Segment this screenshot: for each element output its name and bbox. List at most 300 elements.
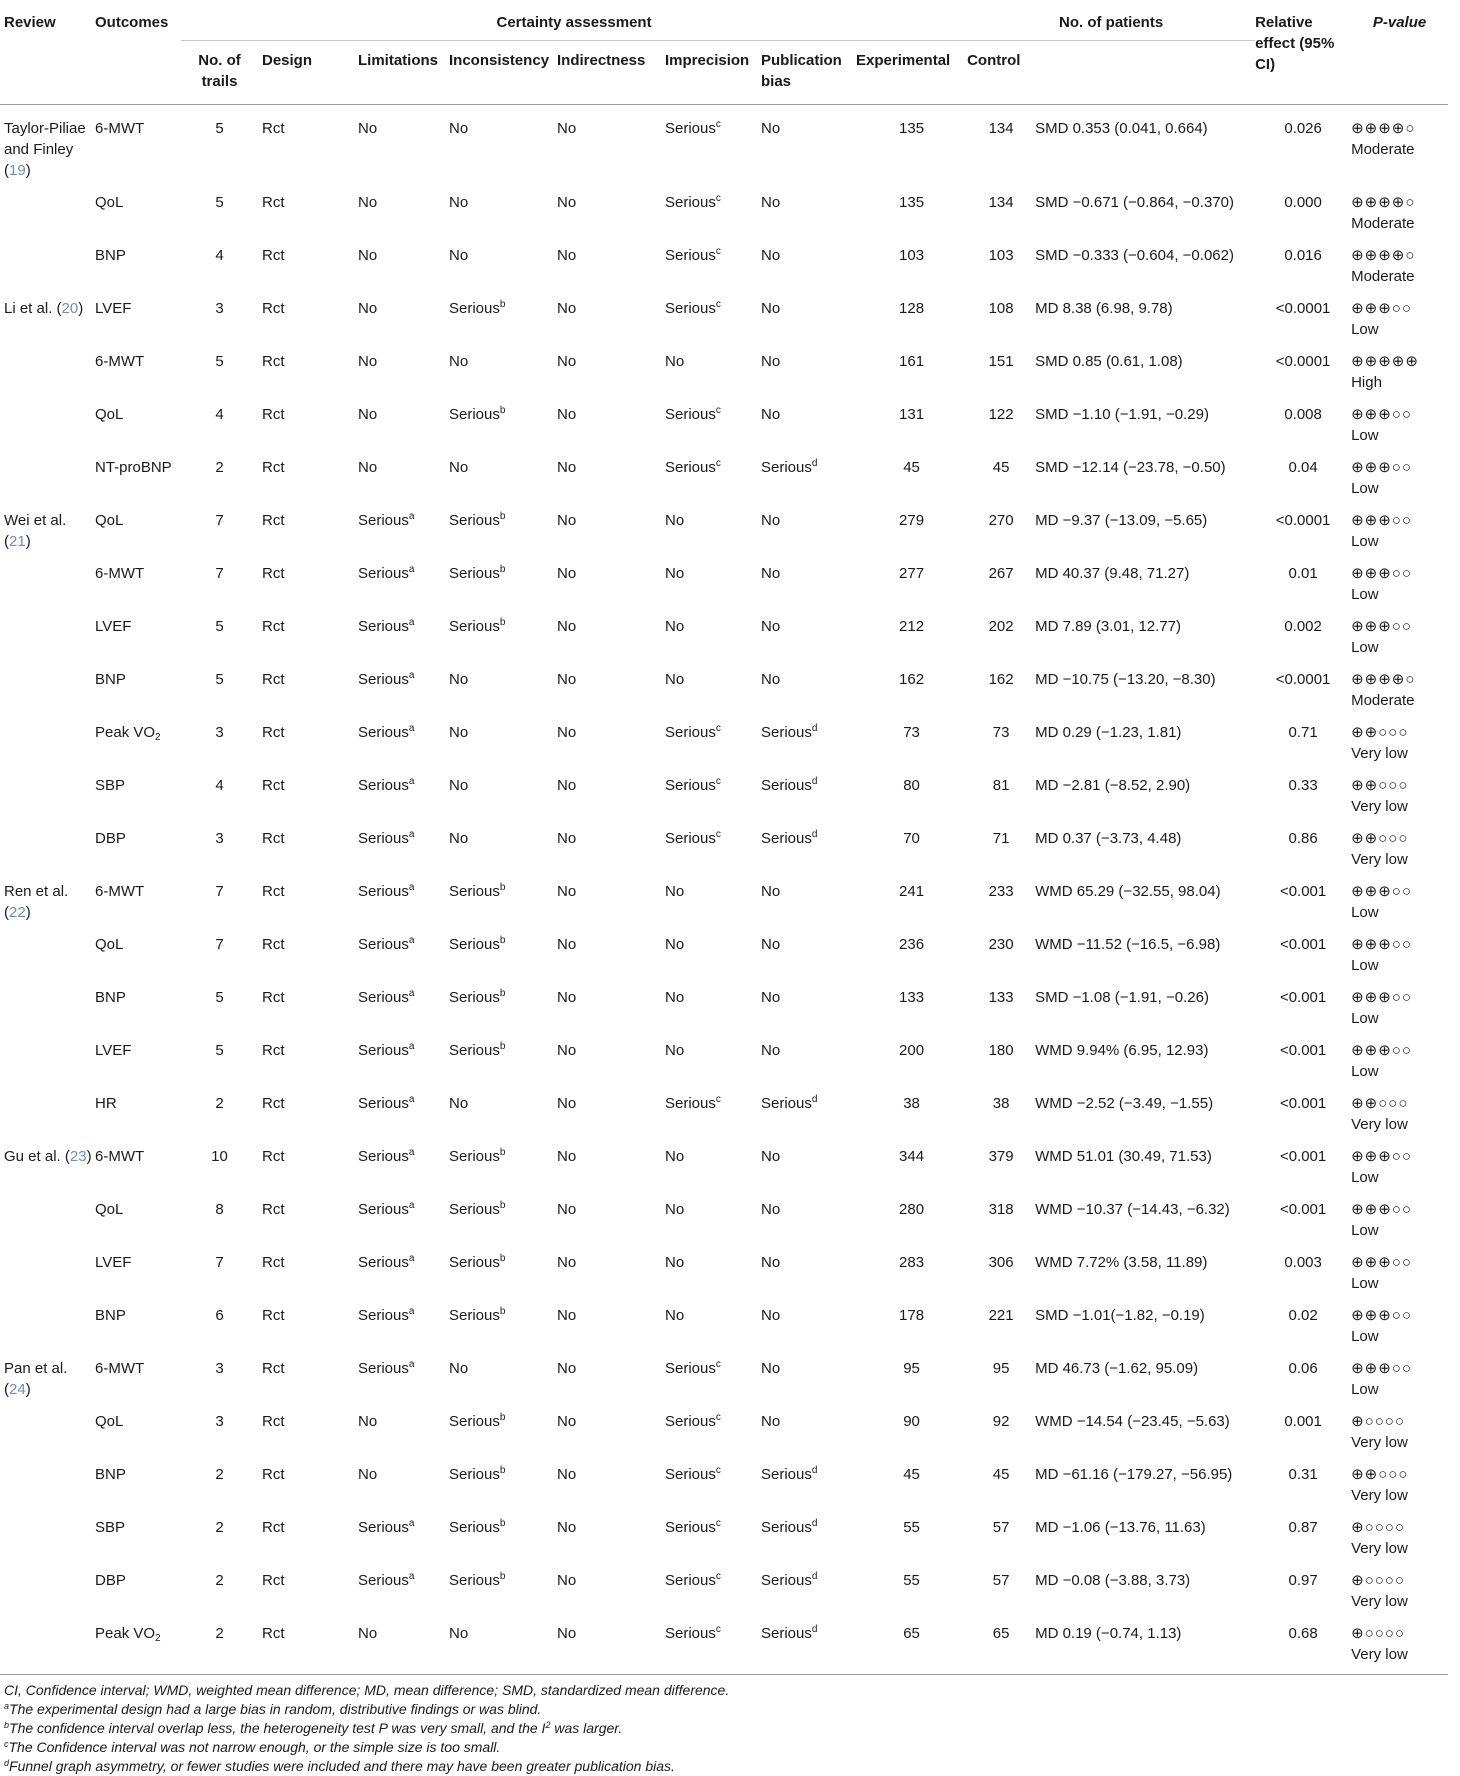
outcome-cell [95, 1294, 181, 1347]
publication-bias-cell [761, 234, 856, 287]
design-value: Rct [262, 1572, 285, 1589]
control-cell [967, 1559, 1035, 1612]
trails-cell [181, 817, 258, 870]
indirectness-value: No [557, 1095, 577, 1112]
control-count: 133 [988, 989, 1014, 1006]
inconsistency-cell [449, 1082, 557, 1135]
outcome-cell [95, 287, 181, 340]
indirectness-cell [557, 976, 665, 1029]
experimental-cell [856, 1294, 967, 1347]
inconsistency-value: No [449, 671, 469, 688]
trails-count: 7 [215, 1254, 224, 1271]
footnote-marker: a [408, 723, 415, 734]
imprecision-cell [665, 1135, 761, 1188]
trails-cell [181, 446, 258, 499]
experimental-count: 103 [899, 247, 925, 264]
review-cell [0, 1506, 95, 1559]
footnote-marker: c [715, 299, 721, 310]
p-value: <0.001 [1279, 1201, 1327, 1218]
review-cell [0, 1082, 95, 1135]
outcome-name: BNP [95, 671, 126, 688]
imprecision-cell [665, 446, 761, 499]
footnote-a: $^a$The experimental design had a large bias in random, distributive findings or was blind. [4, 1701, 542, 1717]
footnote-marker: c [715, 119, 721, 130]
limitations-cell [354, 1082, 449, 1135]
publication-bias-value: No [761, 1042, 781, 1059]
header-experimental: Experimental [856, 52, 951, 69]
indirectness-value: No [557, 1042, 577, 1059]
publication-bias-value: No [761, 406, 781, 423]
trails-count: 4 [215, 406, 224, 423]
indirectness-cell [557, 1453, 665, 1506]
inconsistency-cell [449, 1294, 557, 1347]
footnote-marker: c [715, 1359, 721, 1370]
indirectness-value: No [557, 1360, 577, 1377]
publication-bias-value: No [761, 565, 781, 582]
grade-rating-icon: ⊕⊕○○○ [1351, 724, 1409, 741]
publication-bias-cell [761, 764, 856, 817]
p-value-cell [1255, 552, 1351, 605]
p-value-cell [1255, 1612, 1351, 1675]
outcome-name: DBP [95, 1572, 126, 1589]
trails-cell [181, 658, 258, 711]
publication-bias-cell [761, 817, 856, 870]
imprecision-value: No [665, 1254, 685, 1271]
control-cell [967, 393, 1035, 446]
relative-effect-value: WMD 9.94% (6.95, 12.93) [1035, 1042, 1209, 1059]
footnote-marker: b [499, 1465, 506, 1476]
outcome-name: HR [95, 1095, 117, 1112]
quality-label: Low [1351, 957, 1379, 974]
imprecision-value: No [665, 1307, 685, 1324]
limitations-value: Serious [358, 989, 409, 1006]
trails-count: 10 [211, 1148, 228, 1165]
indirectness-cell [557, 870, 665, 923]
relative-effect-value: WMD 65.29 (−32.55, 98.04) [1035, 883, 1221, 900]
table-header [0, 2, 1448, 105]
header-indirectness: Indirectness [557, 52, 646, 69]
outcome-subscript: 2 [155, 732, 161, 743]
limitations-value: Serious [358, 1360, 409, 1377]
trails-count: 3 [215, 830, 224, 847]
header-no-of-trails: No. of trails [198, 52, 241, 90]
footnote-marker: a [408, 1041, 415, 1052]
relative-effect-cell [1035, 181, 1255, 234]
relative-effect-value: MD −2.81 (−8.52, 2.90) [1035, 777, 1191, 794]
p-value-cell [1255, 976, 1351, 1029]
relative-effect-cell [1035, 1082, 1255, 1135]
inconsistency-cell [449, 552, 557, 605]
review-cell [0, 340, 95, 393]
limitations-value: Serious [358, 777, 409, 794]
control-cell [967, 764, 1035, 817]
grade-rating-icon: ⊕⊕⊕○○ [1351, 1148, 1412, 1165]
footnote-marker: c [715, 193, 721, 204]
quality-label: Low [1351, 639, 1379, 656]
imprecision-value: Serious [665, 1519, 716, 1536]
experimental-cell [856, 552, 967, 605]
imprecision-cell [665, 287, 761, 340]
publication-bias-cell [761, 181, 856, 234]
limitations-cell [354, 1241, 449, 1294]
outcome-name: 6-MWT [95, 565, 145, 582]
publication-bias-value: Serious [761, 1095, 812, 1112]
trails-count: 5 [215, 353, 224, 370]
imprecision-cell [665, 764, 761, 817]
publication-bias-cell [761, 976, 856, 1029]
imprecision-cell [665, 605, 761, 658]
grade-rating-icon: ⊕⊕○○○ [1351, 1466, 1409, 1483]
inconsistency-cell [449, 1506, 557, 1559]
p-value: <0.0001 [1275, 512, 1331, 529]
quality-label: Low [1351, 1010, 1379, 1027]
imprecision-value: No [665, 618, 685, 635]
inconsistency-value: Serious [449, 1572, 500, 1589]
experimental-count: 55 [903, 1519, 920, 1536]
publication-bias-value: No [761, 989, 781, 1006]
experimental-count: 178 [899, 1307, 925, 1324]
review-cell [0, 817, 95, 870]
footnote-marker: b [499, 882, 506, 893]
experimental-count: 277 [899, 565, 925, 582]
trails-count: 7 [215, 883, 224, 900]
imprecision-value: No [665, 989, 685, 1006]
quality-cell [1351, 234, 1448, 287]
publication-bias-cell [761, 1294, 856, 1347]
inconsistency-cell [449, 1188, 557, 1241]
inconsistency-value: Serious [449, 1413, 500, 1430]
publication-bias-value: No [761, 1360, 781, 1377]
relative-effect-cell [1035, 1241, 1255, 1294]
outcome-cell [95, 1506, 181, 1559]
experimental-cell [856, 234, 967, 287]
grade-evidence-table [0, 2, 1448, 1675]
footnote-marker: c [715, 1518, 721, 1529]
trails-cell [181, 1347, 258, 1400]
inconsistency-cell [449, 393, 557, 446]
limitations-cell [354, 1029, 449, 1082]
inconsistency-value: Serious [449, 300, 500, 317]
limitations-cell [354, 234, 449, 287]
trails-cell [181, 287, 258, 340]
footnote-b: $^b$The confidence interval overlap less, the heterogeneity test P was very small, and the $I^2$ was larger. [4, 1720, 623, 1736]
indirectness-value: No [557, 353, 577, 370]
header-limitations: Limitations [358, 52, 439, 69]
relative-effect-cell [1035, 1453, 1255, 1506]
experimental-count: 131 [899, 406, 925, 423]
quality-cell [1351, 446, 1448, 499]
quality-cell [1351, 287, 1448, 340]
outcome-cell [95, 711, 181, 764]
experimental-cell [856, 499, 967, 552]
p-value: <0.0001 [1275, 300, 1331, 317]
experimental-count: 212 [899, 618, 925, 635]
outcome-name: LVEF [95, 1042, 132, 1059]
outcome-name: QoL [95, 1201, 124, 1218]
indirectness-value: No [557, 194, 577, 211]
limitations-cell [354, 181, 449, 234]
quality-label: Moderate [1351, 215, 1415, 232]
publication-bias-cell [761, 446, 856, 499]
trails-count: 3 [215, 724, 224, 741]
quality-label: Very low [1351, 1593, 1408, 1610]
control-cell [967, 287, 1035, 340]
limitations-cell [354, 105, 449, 182]
trails-count: 4 [215, 247, 224, 264]
indirectness-value: No [557, 671, 577, 688]
trails-cell [181, 1506, 258, 1559]
trails-count: 5 [215, 194, 224, 211]
inconsistency-cell [449, 1029, 557, 1082]
design-cell [258, 658, 354, 711]
reference-link[interactable]: 24 [9, 1381, 26, 1398]
publication-bias-cell [761, 658, 856, 711]
review-cell [0, 1400, 95, 1453]
header-outcomes: Outcomes [95, 14, 169, 31]
p-value-cell [1255, 1082, 1351, 1135]
control-count: 306 [988, 1254, 1014, 1271]
outcome-name: QoL [95, 194, 124, 211]
outcome-cell [95, 1400, 181, 1453]
header-inconsistency: Inconsistency [449, 52, 550, 69]
footnote-d: $^d$Funnel graph asymmetry, or fewer studies were included and there may have been greater publication bias. [4, 1758, 675, 1774]
quality-label: Low [1351, 1328, 1379, 1345]
control-count: 267 [988, 565, 1014, 582]
publication-bias-cell [761, 287, 856, 340]
imprecision-value: Serious [665, 459, 716, 476]
relative-effect-value: MD −9.37 (−13.09, −5.65) [1035, 512, 1208, 529]
table-row [0, 181, 1448, 234]
publication-bias-value: No [761, 883, 781, 900]
reference-link[interactable]: 22 [9, 904, 26, 921]
imprecision-cell [665, 870, 761, 923]
relative-effect-value: SMD 0.85 (0.61, 1.08) [1035, 353, 1183, 370]
trails-cell [181, 870, 258, 923]
review-name: Pan et al. [4, 1360, 68, 1377]
indirectness-cell [557, 1029, 665, 1082]
design-value: Rct [262, 618, 285, 635]
inconsistency-cell [449, 1400, 557, 1453]
imprecision-value: Serious [665, 1360, 716, 1377]
outcome-name: SBP [95, 1519, 126, 1536]
limitations-value: No [358, 353, 378, 370]
indirectness-value: No [557, 936, 577, 953]
trails-count: 3 [215, 300, 224, 317]
outcome-cell [95, 1347, 181, 1400]
control-cell [967, 976, 1035, 1029]
p-value: 0.87 [1288, 1519, 1318, 1536]
design-value: Rct [262, 1254, 285, 1271]
relative-effect-value: WMD 7.72% (3.58, 11.89) [1035, 1254, 1208, 1271]
limitations-cell [354, 446, 449, 499]
imprecision-cell [665, 552, 761, 605]
review-cell [0, 658, 95, 711]
p-value-cell [1255, 340, 1351, 393]
footnote-marker: c [715, 1465, 721, 1476]
publication-bias-value: No [761, 618, 781, 635]
experimental-count: 73 [903, 724, 920, 741]
limitations-value: Serious [358, 512, 409, 529]
footnote-marker: b [499, 1412, 506, 1423]
outcome-name: QoL [95, 406, 124, 423]
header-imprecision: Imprecision [665, 52, 750, 69]
control-cell [967, 1135, 1035, 1188]
grade-rating-icon: ⊕⊕⊕○○ [1351, 1360, 1412, 1377]
publication-bias-value: No [761, 1148, 781, 1165]
limitations-cell [354, 817, 449, 870]
indirectness-cell [557, 340, 665, 393]
inconsistency-cell [449, 976, 557, 1029]
p-value-cell [1255, 923, 1351, 976]
design-value: Rct [262, 936, 285, 953]
quality-cell [1351, 1294, 1448, 1347]
imprecision-value: Serious [665, 1572, 716, 1589]
footnote-marker: a [408, 1571, 415, 1582]
quality-cell [1351, 393, 1448, 446]
inconsistency-cell [449, 711, 557, 764]
trails-cell [181, 105, 258, 182]
quality-cell [1351, 605, 1448, 658]
footnote-marker: a [408, 1518, 415, 1529]
limitations-value: No [358, 194, 378, 211]
p-value-cell [1255, 764, 1351, 817]
footnote-marker: a [408, 935, 415, 946]
relative-effect-cell [1035, 1135, 1255, 1188]
p-value-cell [1255, 658, 1351, 711]
table-row [0, 1347, 1448, 1400]
footnote-marker: b [499, 299, 506, 310]
inconsistency-value: No [449, 120, 469, 137]
trails-cell [181, 764, 258, 817]
design-cell [258, 234, 354, 287]
publication-bias-value: No [761, 1254, 781, 1271]
control-count: 202 [988, 618, 1014, 635]
limitations-cell [354, 764, 449, 817]
relative-effect-value: WMD 51.01 (30.49, 71.53) [1035, 1148, 1212, 1165]
indirectness-cell [557, 1400, 665, 1453]
reference-link[interactable]: 21 [9, 533, 26, 550]
publication-bias-cell [761, 552, 856, 605]
limitations-value: Serious [358, 1148, 409, 1165]
indirectness-cell [557, 764, 665, 817]
imprecision-value: Serious [665, 1095, 716, 1112]
p-value-cell [1255, 1506, 1351, 1559]
p-value-cell [1255, 287, 1351, 340]
control-cell [967, 711, 1035, 764]
design-value: Rct [262, 300, 285, 317]
inconsistency-cell [449, 870, 557, 923]
p-value: <0.001 [1279, 1042, 1327, 1059]
relative-effect-cell [1035, 711, 1255, 764]
trails-cell [181, 711, 258, 764]
limitations-value: Serious [358, 618, 409, 635]
design-cell [258, 764, 354, 817]
imprecision-cell [665, 1453, 761, 1506]
experimental-cell [856, 605, 967, 658]
indirectness-cell [557, 499, 665, 552]
indirectness-cell [557, 446, 665, 499]
control-count: 71 [992, 830, 1010, 847]
grade-rating-icon: ⊕⊕⊕○○ [1351, 1042, 1412, 1059]
trails-count: 8 [215, 1201, 224, 1218]
inconsistency-cell [449, 105, 557, 182]
table-row [0, 1029, 1448, 1082]
table-row [0, 446, 1448, 499]
inconsistency-cell [449, 446, 557, 499]
limitations-value: Serious [358, 1201, 409, 1218]
reference-link[interactable]: 19 [9, 162, 26, 179]
reference-link[interactable]: 20 [61, 300, 79, 317]
limitations-value: Serious [358, 883, 409, 900]
design-cell [258, 1082, 354, 1135]
imprecision-cell [665, 1029, 761, 1082]
experimental-count: 65 [903, 1625, 920, 1642]
quality-cell [1351, 105, 1448, 182]
control-cell [967, 658, 1035, 711]
experimental-cell [856, 1241, 967, 1294]
quality-label: Very low [1351, 851, 1408, 868]
experimental-count: 38 [903, 1095, 920, 1112]
experimental-cell [856, 1082, 967, 1135]
trails-count: 3 [215, 1413, 224, 1430]
publication-bias-cell [761, 1506, 856, 1559]
outcome-cell [95, 499, 181, 552]
header-certainty-assessment: Certainty assessment [181, 2, 967, 41]
publication-bias-value: No [761, 300, 781, 317]
p-value-cell [1255, 1347, 1351, 1400]
publication-bias-cell [761, 105, 856, 182]
outcome-cell [95, 1029, 181, 1082]
trails-count: 2 [215, 459, 224, 476]
limitations-value: Serious [358, 830, 409, 847]
footnote-marker: a [408, 670, 415, 681]
imprecision-value: Serious [665, 724, 716, 741]
imprecision-value: Serious [665, 300, 716, 317]
reference-link[interactable]: 23 [69, 1148, 87, 1165]
outcome-name: 6-MWT [95, 353, 145, 370]
indirectness-value: No [557, 1413, 577, 1430]
design-cell [258, 1135, 354, 1188]
relative-effect-value: MD 0.29 (−1.23, 1.81) [1035, 724, 1182, 741]
footnote-marker: d [811, 1571, 818, 1582]
design-cell [258, 1612, 354, 1675]
relative-effect-cell [1035, 817, 1255, 870]
table-row [0, 1612, 1448, 1675]
control-cell [967, 1400, 1035, 1453]
publication-bias-value: No [761, 247, 781, 264]
trails-cell [181, 552, 258, 605]
design-value: Rct [262, 1360, 285, 1377]
trails-cell [181, 605, 258, 658]
limitations-cell [354, 1294, 449, 1347]
review-cell [0, 1029, 95, 1082]
trails-cell [181, 1241, 258, 1294]
design-value: Rct [262, 1519, 285, 1536]
publication-bias-cell [761, 499, 856, 552]
indirectness-cell [557, 1188, 665, 1241]
outcome-cell [95, 1241, 181, 1294]
limitations-value: Serious [358, 671, 409, 688]
grade-rating-icon: ⊕⊕⊕○○ [1351, 936, 1412, 953]
indirectness-value: No [557, 1148, 577, 1165]
table-row [0, 499, 1448, 552]
trails-count: 5 [215, 618, 224, 635]
experimental-count: 55 [903, 1572, 920, 1589]
footnote-abbreviations: CI, Confidence interval; WMD, weighted mean difference; MD, mean difference; SMD, standardized mean difference. [4, 1682, 730, 1698]
p-value: <0.0001 [1275, 353, 1331, 370]
quality-label: Very low [1351, 1540, 1408, 1557]
inconsistency-value: Serious [449, 618, 500, 635]
